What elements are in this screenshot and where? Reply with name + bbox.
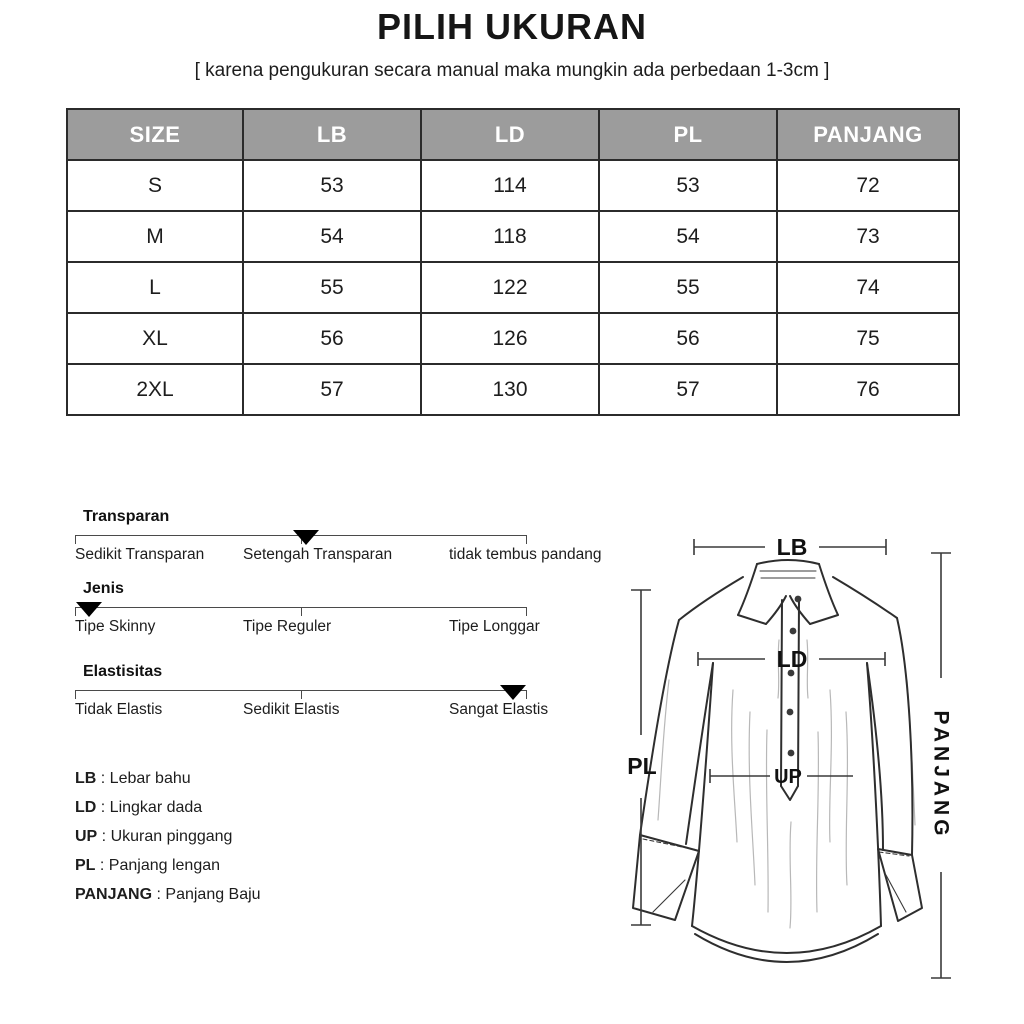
- scale-elastisitas: [75, 663, 620, 721]
- size-cell: 2XL: [67, 364, 243, 415]
- legend-desc: Ukuran pinggang: [110, 828, 233, 845]
- scale-label: Sedikit Elastis: [243, 701, 340, 718]
- scale-title: Jenis: [83, 580, 124, 597]
- scale-tick: [301, 690, 302, 699]
- value-cell: 54: [243, 211, 421, 262]
- scale-line: [75, 607, 527, 608]
- legend-desc: Panjang lengan: [108, 857, 221, 874]
- scale-tick: [301, 607, 302, 616]
- table-row: [67, 364, 959, 415]
- size-table: [66, 108, 960, 416]
- scale-line: [75, 535, 527, 536]
- size-cell: M: [67, 211, 243, 262]
- legend-separator: :: [152, 886, 166, 903]
- legend-abbr: LB: [75, 770, 97, 787]
- scale-tick: [75, 535, 76, 544]
- legend-item: [75, 886, 261, 904]
- measure-lb: [694, 534, 886, 560]
- legend-desc: Panjang Baju: [165, 886, 261, 903]
- measurement-legend: [75, 770, 261, 915]
- measure-pl: [627, 590, 656, 925]
- legend-desc: Lingkar dada: [109, 799, 203, 816]
- value-cell: 53: [599, 160, 777, 211]
- legend-separator: :: [96, 799, 110, 816]
- page-title: PILIH UKURAN: [377, 6, 647, 47]
- pl-label: PL: [627, 753, 657, 779]
- value-cell: 54: [599, 211, 777, 262]
- scale-labels: [75, 701, 620, 721]
- value-cell: 53: [243, 160, 421, 211]
- table-row: [67, 211, 959, 262]
- scale-tick: [75, 690, 76, 699]
- legend-abbr: LD: [75, 799, 97, 816]
- legend-item: [75, 799, 261, 817]
- up-label: UP: [774, 766, 802, 788]
- scale-label: Sedikit Transparan: [75, 546, 205, 563]
- panjang-label: PANJANG: [929, 710, 953, 840]
- value-cell: 130: [421, 364, 599, 415]
- scale-label: Tipe Skinny: [75, 618, 156, 635]
- shirt-outline: [633, 560, 922, 962]
- measure-ld: [698, 646, 885, 672]
- scale-line: [75, 690, 527, 691]
- scale-label: tidak tembus pandang: [449, 546, 602, 563]
- scale-label: Tidak Elastis: [75, 701, 163, 718]
- value-cell: 56: [599, 313, 777, 364]
- scale-transparan: [75, 508, 620, 566]
- scale-labels: [75, 618, 620, 638]
- value-cell: 122: [421, 262, 599, 313]
- column-header-ld: LD: [421, 109, 599, 160]
- column-header-pl: PL: [599, 109, 777, 160]
- legend-item: [75, 828, 261, 846]
- legend-separator: :: [96, 770, 110, 787]
- column-header-size: SIZE: [67, 109, 243, 160]
- size-cell: S: [67, 160, 243, 211]
- scale-label: Setengah Transparan: [243, 546, 393, 563]
- value-cell: 126: [421, 313, 599, 364]
- legend-item: [75, 770, 261, 788]
- legend-item: [75, 857, 261, 875]
- value-cell: 72: [777, 160, 959, 211]
- column-header-panjang: PANJANG: [777, 109, 959, 160]
- table-header-row: [67, 109, 959, 160]
- triangle-marker-icon: [76, 602, 102, 617]
- measure-up: [710, 766, 853, 788]
- measure-panjang: [930, 553, 953, 978]
- value-cell: 76: [777, 364, 959, 415]
- scale-title: Elastisitas: [83, 663, 163, 680]
- shirt-diagram: [615, 530, 990, 1010]
- value-cell: 55: [243, 262, 421, 313]
- value-cell: 57: [243, 364, 421, 415]
- scale-jenis: [75, 580, 620, 638]
- size-cell: XL: [67, 313, 243, 364]
- value-cell: 74: [777, 262, 959, 313]
- lb-label: LB: [776, 534, 808, 560]
- legend-abbr: PANJANG: [75, 886, 153, 903]
- legend-abbr: PL: [75, 857, 96, 874]
- size-cell: L: [67, 262, 243, 313]
- table-row: [67, 262, 959, 313]
- scale-label: Sangat Elastis: [449, 701, 549, 718]
- value-cell: 114: [421, 160, 599, 211]
- scale-title: Transparan: [83, 508, 170, 525]
- page-subtitle: [ karena pengukuran secara manual maka mungkin ada perbedaan 1-3cm ]: [194, 60, 830, 81]
- value-cell: 118: [421, 211, 599, 262]
- legend-separator: :: [97, 828, 111, 845]
- triangle-marker-icon: [293, 530, 319, 545]
- scale-labels: [75, 546, 620, 566]
- legend-abbr: UP: [75, 828, 98, 845]
- triangle-marker-icon: [500, 685, 526, 700]
- table-row: [67, 313, 959, 364]
- legend-separator: :: [95, 857, 109, 874]
- value-cell: 57: [599, 364, 777, 415]
- legend-desc: Lebar bahu: [109, 770, 191, 787]
- scale-tick: [526, 607, 527, 616]
- ld-label: LD: [776, 646, 808, 672]
- value-cell: 55: [599, 262, 777, 313]
- column-header-lb: LB: [243, 109, 421, 160]
- value-cell: 75: [777, 313, 959, 364]
- scale-tick: [526, 535, 527, 544]
- scale-label: Tipe Longgar: [449, 618, 540, 635]
- value-cell: 73: [777, 211, 959, 262]
- value-cell: 56: [243, 313, 421, 364]
- table-row: [67, 160, 959, 211]
- scale-label: Tipe Reguler: [243, 618, 332, 635]
